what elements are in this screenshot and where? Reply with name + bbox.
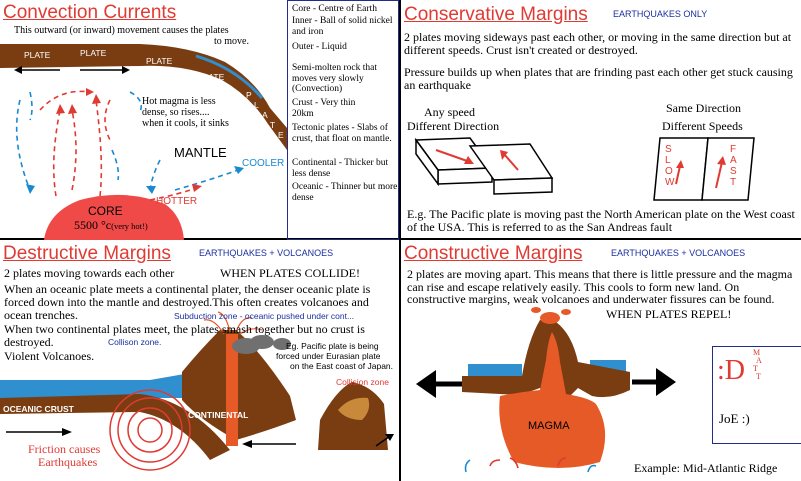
signature-name: JoE :): [719, 411, 750, 426]
plate-letter-e: E: [278, 130, 284, 140]
friction-label-2: Earthquakes: [38, 455, 98, 469]
legend-tectonic: Tectonic plates - Slabs of crust, that float on mantle.: [292, 123, 392, 144]
mantle-label: MANTLE: [174, 145, 227, 160]
plate-label-2: PLATE: [80, 48, 107, 58]
destructive-tag: EARTHQUAKES + VOLCANOES: [199, 248, 334, 258]
destructive-text4: Violent Volcanoes.: [4, 349, 95, 363]
conservative-right-caption-1: Same Direction: [666, 101, 741, 115]
magma-note-1: Hot magma is less: [142, 96, 216, 107]
plate-label-4: PLATE: [198, 72, 225, 82]
subduction-note: Subduction zone - oceanic pushed under cont...: [174, 311, 355, 321]
legend-semi-molten: Semi-molten rock that moves very slowly (Convection): [292, 63, 377, 94]
signature-prefix: :: [717, 355, 725, 386]
conservative-text1: 2 plates moving sideways past each other, or moving in the same direction but at different speeds. Crust isn't created or destroyed.: [404, 30, 792, 57]
destructive-text1: 2 plates moving towards each other: [4, 266, 175, 280]
destructive-text1b: WHEN PLATES COLLIDE!: [220, 266, 360, 280]
current-arrow-blue: [466, 460, 471, 472]
signature-sup-3: T: [753, 364, 758, 373]
plate-label-3: PLATE: [146, 56, 173, 66]
legend-crust: Crust - Very thin 20km: [292, 98, 356, 119]
oceanic-crust-label: OCEANIC CRUST: [3, 404, 74, 414]
core-note: (very hot!): [111, 221, 148, 231]
collision-zone-label: Collision zone: [336, 377, 389, 387]
magma-body: [499, 332, 605, 468]
plate-letter-t: T: [270, 120, 276, 130]
collision-note: Collison zone.: [108, 337, 162, 347]
current-arrow-red: [490, 460, 500, 466]
conservative-tag: EARTHQUAKES ONLY: [613, 9, 708, 19]
signature-sup-4: T: [756, 372, 761, 381]
signature-sup-1: M: [753, 348, 761, 357]
constructive-example: Example: Mid-Atlantic Ridge: [634, 461, 778, 475]
legend-continental: Continental - Thicker but less dense: [292, 158, 389, 179]
convection-intro-line1: This outward (or inward) movement causes the plates: [14, 25, 229, 36]
destructive-title: Destructive Margins: [3, 243, 171, 264]
conservative-example: E.g. The Pacific plate is moving past the North American plate on the West coast of the USA. This is referred to as the San Andreas fault: [407, 207, 795, 234]
signature-sup-2: A: [756, 356, 762, 365]
constructive-text1: 2 plates are moving apart. This means that there is little pressure and the magma can rise and escape relatively easily. This cools to form new land. On constructive margins, weak volcanoes and underwater fissures can be found.: [407, 267, 793, 306]
legend-inner: Inner - Ball of solid nickel and iron: [292, 16, 393, 37]
signature-letter: D: [724, 355, 746, 386]
fast-label: FAST: [730, 144, 737, 188]
destructive-text2: When an oceanic plate meets a continental plater, the denser oceanic plate is forced down into the mantle and destroyed.This often creates volcanoes and ocean trenches.: [4, 282, 371, 322]
continental-label: CONTINENTAL: [188, 410, 249, 420]
core-temp-value: 5500 °c: [74, 218, 112, 232]
destructive-text3: When two continental plates meet, the plates smash together but no crust is destroyed.: [4, 322, 365, 349]
plate-letter-p: P: [246, 90, 252, 100]
conservative-title: Conservative Margins: [404, 4, 588, 25]
constructive-text1b: WHEN PLATES REPEL!: [606, 307, 732, 321]
conservative-left-caption-2: Different Direction: [407, 119, 500, 133]
legend-core: Core - Centre of Earth: [292, 4, 377, 14]
legend-outer: Outer - Liquid: [292, 42, 347, 52]
legend-oceanic: Oceanic - Thinner but more dense: [292, 182, 398, 203]
conservative-right-caption-2: Different Speeds: [662, 119, 743, 133]
signature-superscript: [753, 349, 763, 381]
slow-label: SLOW: [665, 144, 675, 188]
convection-intro-line2: to move.: [214, 36, 249, 47]
friction-label-1: Friction causes: [28, 442, 101, 456]
constructive-tag: EARTHQUAKES + VOLCANOES: [611, 248, 746, 258]
convection-title: Convection Currents: [3, 2, 177, 23]
magma-note-3: when it cools, it sinks: [142, 118, 229, 129]
signature-box: [712, 346, 801, 444]
signature-mark: [717, 357, 745, 385]
japan-note-1: Eg. Pacific plate is being: [286, 341, 379, 351]
cooler-label: COOLER: [242, 158, 285, 169]
core-label: CORE: [88, 204, 123, 218]
water-left: [468, 364, 522, 376]
conservative-left-caption-1: Any speed: [424, 105, 475, 119]
hotter-label: HOTTER: [156, 196, 198, 207]
magma-note-2: dense, so rises....: [142, 107, 210, 118]
conservative-text2: Pressure builds up when plates that are frinding past each other get stuck causing an earthquake: [404, 65, 793, 92]
plate-label-1: PLATE: [24, 50, 51, 60]
current-arrow-blue: [588, 466, 596, 472]
constructive-title: Constructive Margins: [404, 243, 583, 264]
plate-letter-a: A: [262, 110, 268, 120]
lava-splash: [531, 307, 571, 324]
japan-note-3: on the East coast of Japan.: [290, 361, 394, 371]
plate-letter-l: L: [254, 100, 259, 110]
magma-label: MAGMA: [528, 420, 570, 432]
japan-note-2: forced under Eurasian plate: [276, 351, 381, 361]
